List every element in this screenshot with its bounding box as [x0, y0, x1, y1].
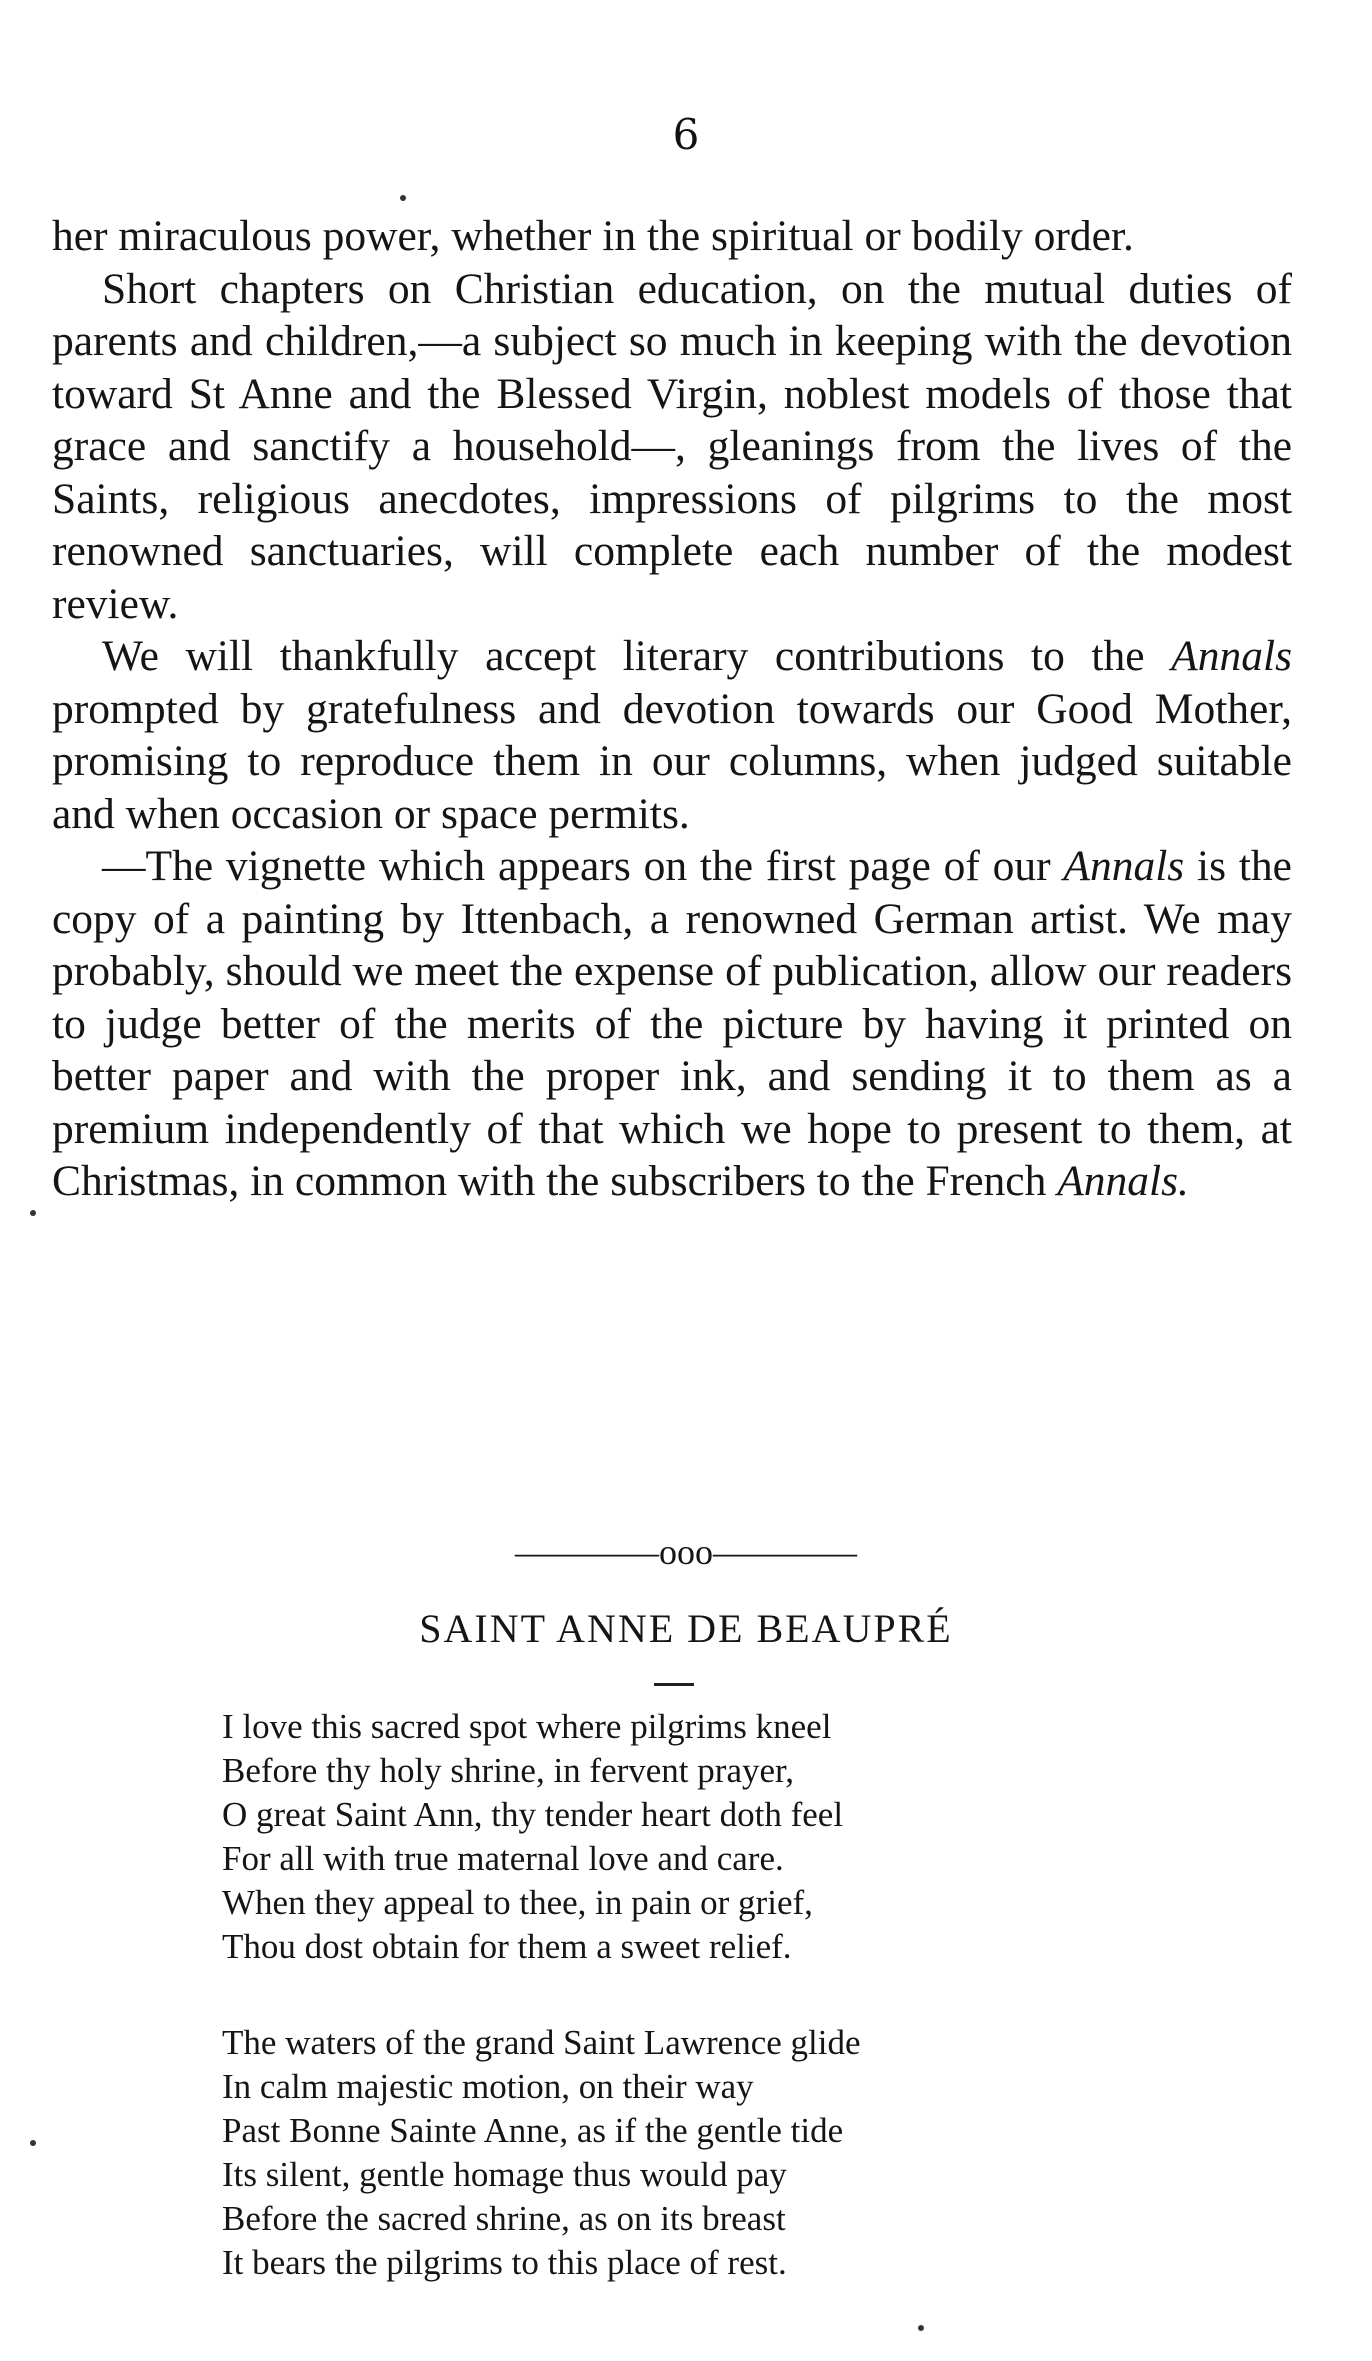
paragraph — [52, 263, 1292, 631]
print-speck — [30, 1210, 36, 1216]
poem-line: O great Saint Ann, thy tender heart doth feel — [222, 1795, 844, 1834]
paragraph-text: prompted by gratefulness and devotion towards our Good Mother, promising to reproduce them in our columns, when judged suitable and when occasion or space permits. — [52, 684, 1292, 838]
print-speck — [400, 195, 406, 201]
poem-line: Before the sacred shrine, as on its breast — [222, 2199, 786, 2238]
article-body — [52, 210, 1292, 1208]
paragraph — [52, 210, 1292, 263]
section-divider: ————ooo———— — [515, 1532, 857, 1572]
paragraph — [52, 630, 1292, 840]
paragraph-text: Short chapters on Christian education, on the mutual duties of parents and children,—a subject so much in keeping with the devotion toward St Anne and the Blessed Virgin, noblest models of those that grace and sanctify a household—, gleanings from the lives of the Saints, religious anecdotes, impressions of pilgrims to the most renowned sanctuaries, will complete each number of the modest review. — [52, 264, 1292, 628]
poem-line: Past Bonne Sainte Anne, as if the gentle tide — [222, 2111, 844, 2150]
title-rule — [654, 1683, 694, 1686]
italic-title: Annals — [1063, 842, 1185, 890]
poem-body — [222, 1705, 1282, 2337]
poem-line: When they appeal to thee, in pain or grief, — [222, 1883, 813, 1922]
poem-line: For all with true maternal love and care. — [222, 1839, 784, 1878]
paragraph-text: is the copy of a painting by Ittenbach, a renowned German artist. We may probably, should we meet the expense of publication, allow our readers to judge better of the merits of the picture by having it printed on better paper and with the proper ink, and sending it to them as a premium independently of that which we hope to present to them, at Christmas, in common with the subscribers to the French — [52, 842, 1292, 1205]
poem-line: Before thy holy shrine, in fervent prayer, — [222, 1751, 795, 1790]
poem-line: It bears the pilgrims to this place of rest. — [222, 2243, 787, 2282]
poem-line: Thou dost obtain for them a sweet relief. — [222, 1927, 792, 1966]
poem-line: I love this sacred spot where pilgrims kneel — [222, 1707, 832, 1746]
paragraph-text: her miraculous power, whether in the spiritual or bodily order. — [52, 212, 1134, 260]
page-number: 6 — [672, 110, 700, 159]
paragraph-text: —The vignette which appears on the first page of our — [102, 842, 1064, 890]
paragraph — [52, 840, 1292, 1208]
italic-title: Annals — [1171, 632, 1292, 680]
poem-line: In calm majestic motion, on their way — [222, 2067, 754, 2106]
poem-stanza — [222, 1705, 1282, 1969]
print-speck — [918, 2325, 924, 2331]
print-speck — [30, 2140, 36, 2146]
poem-stanza — [222, 2021, 1282, 2285]
poem-title: SAINT ANNE DE BEAUPRÉ — [419, 1606, 953, 1651]
poem-line: The waters of the grand Saint Lawrence glide — [222, 2023, 861, 2062]
paragraph-text: We will thankfully accept literary contributions to the — [102, 632, 1172, 680]
italic-title: Annals. — [1057, 1157, 1189, 1205]
poem-line: Its silent, gentle homage thus would pay — [222, 2155, 787, 2194]
